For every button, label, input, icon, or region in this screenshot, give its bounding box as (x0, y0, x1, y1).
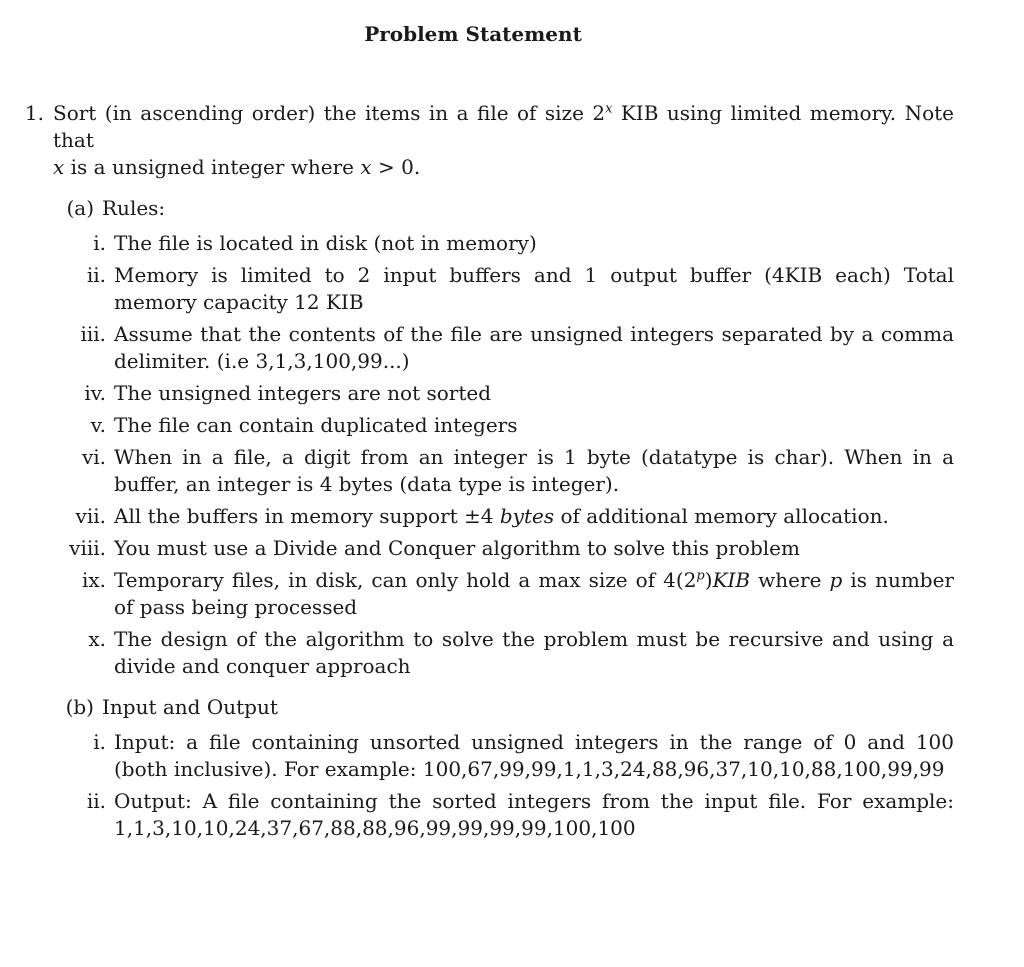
io-list (64, 729, 954, 842)
list-item: i. The file is located in disk (not in memory) (93, 231, 537, 255)
problem-number: 1. (24, 101, 44, 125)
rules-list (64, 230, 954, 680)
list-item: x. The design of the algorithm to solve the problem must be recursive and using a divide and conquer approach (88, 627, 954, 678)
list-item: i. Input: a file containing unsorted unsigned integers in the range of 0 and 100 (both inclusive). For example: 100,67,99,99,1,1,3,24,88,96,37,10,10,88,100,99,99 (93, 730, 954, 781)
problem-text: Sort (in ascending order) the items in a file of size 2$^x$ KIB using limited memory. Note that x is a unsigned integer where x > 0. (53, 101, 954, 179)
rules-heading (60, 195, 954, 222)
problem-statement (24, 100, 954, 181)
problem-item (24, 100, 954, 842)
list-item: iv. The unsigned integers are not sorted (84, 381, 492, 405)
list-item: ii. Output: A file containing the sorted integers from the input file. For example: 1,1,3,10,10,24,37,67,88,88,96,99,99,99,99,100,100 (86, 789, 954, 840)
list-item: vi. When in a file, a digit from an integer is 1 byte (datatype is char). When in a buffer, an integer is 4 bytes (data type is integer). (81, 445, 954, 496)
rules-section (24, 195, 954, 680)
list-item: vii. All the buffers in memory support ±4 bytes of additional memory allocation. (75, 504, 889, 528)
io-section (24, 694, 954, 842)
page-title: Problem Statement (364, 22, 582, 46)
section-label: (b) (65, 695, 94, 719)
section-heading: Input and Output (102, 695, 278, 719)
list-item: iii. Assume that the contents of the file are unsigned integers separated by a comma delimiter. (i.e 3,1,3,100,99...) (80, 322, 954, 373)
section-heading: Rules: (102, 196, 166, 220)
list-item: ix. Temporary files, in disk, can only hold a max size of 4(2$^p$)KIB where p is number of pass being processed (81, 568, 954, 619)
list-item: ii. Memory is limited to 2 input buffers and 1 output buffer (4KIB each) Total memory capacity 12 KIB (86, 263, 954, 314)
section-label: (a) (66, 196, 94, 220)
list-item: viii. You must use a Divide and Conquer algorithm to solve this problem (69, 536, 800, 560)
io-heading (60, 694, 954, 721)
list-item: v. The file can contain duplicated integers (90, 413, 518, 437)
